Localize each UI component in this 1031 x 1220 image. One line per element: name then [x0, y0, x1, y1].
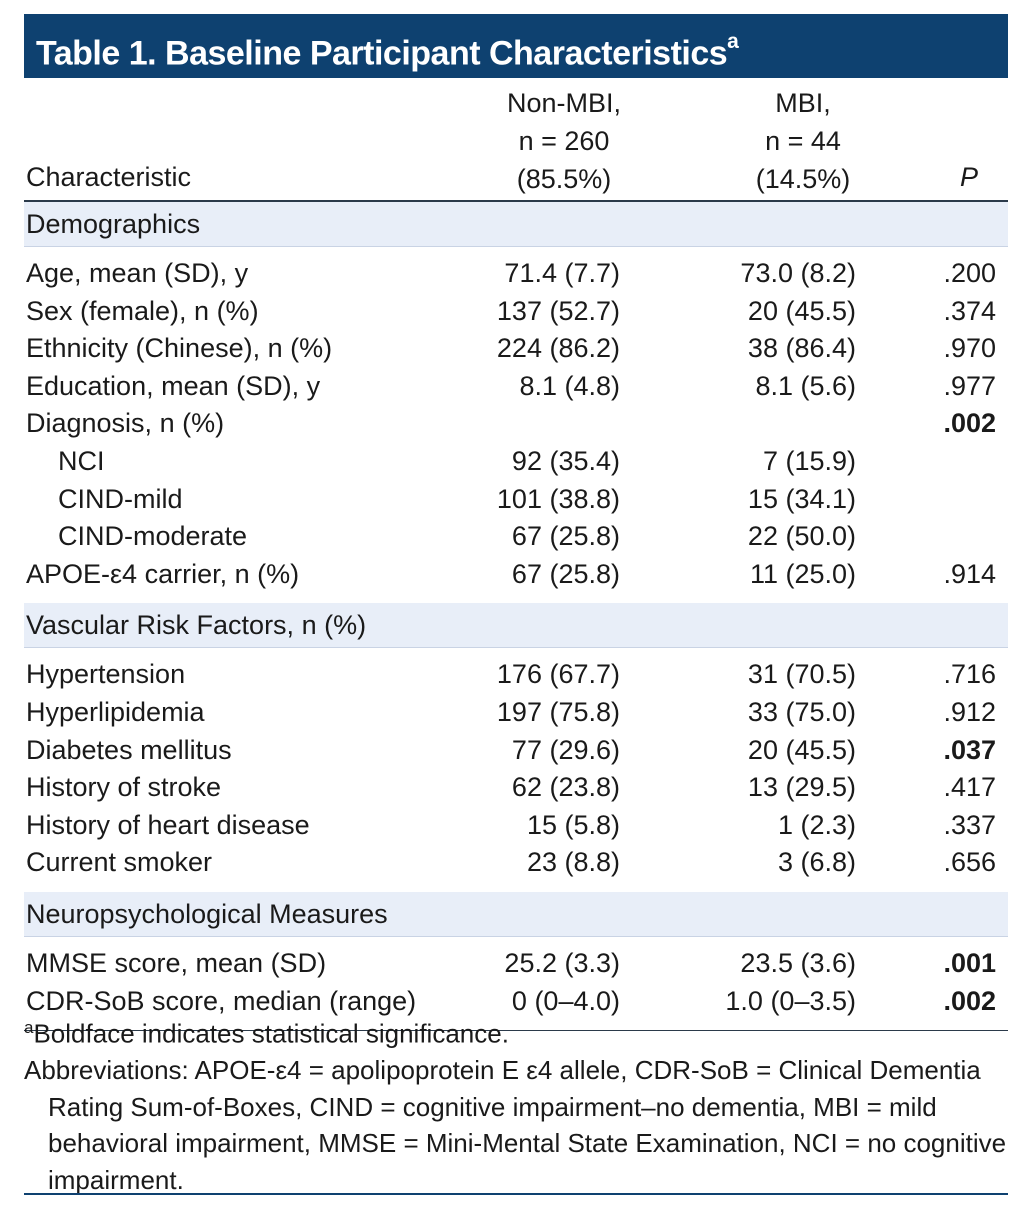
p-value: .716	[943, 659, 996, 690]
section-rows	[24, 648, 1008, 892]
row-label: History of heart disease	[26, 809, 310, 840]
mbi-value: 15 (34.1)	[747, 483, 856, 514]
mbi-value: 1.0 (0–3.5)	[725, 985, 856, 1016]
non-mbi-value: 176 (67.7)	[496, 659, 620, 690]
table-header	[24, 84, 1008, 200]
p-value: .337	[943, 809, 996, 840]
p-value: .002	[943, 985, 996, 1016]
row-label: MMSE score, mean (SD)	[26, 947, 327, 978]
row-label: Current smoker	[26, 847, 213, 878]
non-mbi-value: 25.2 (3.3)	[504, 947, 620, 978]
table-row	[24, 518, 1008, 556]
row-label: NCI	[58, 445, 105, 476]
row-label: Hyperlipidemia	[26, 696, 205, 727]
non-mbi-value: 15 (5.8)	[526, 809, 620, 840]
mbi-value: 31 (70.5)	[747, 659, 856, 690]
p-value: .914	[943, 558, 996, 589]
table-title-text: Table 1. Baseline Participant Characteristics	[36, 34, 728, 73]
row-label: History of stroke	[26, 772, 222, 803]
mbi-value: 22 (50.0)	[747, 521, 856, 552]
p-value: .001	[943, 947, 996, 978]
footnote-a	[24, 1010, 1008, 1052]
mbi-value: 8.1 (5.6)	[755, 370, 856, 401]
header-non-mbi-line: (85.5%)	[516, 164, 612, 194]
p-value: .037	[943, 734, 996, 765]
header-mbi-line: MBI,	[775, 88, 831, 118]
table-row	[24, 330, 1008, 368]
non-mbi-value: 224 (86.2)	[496, 333, 620, 364]
row-label: CIND-moderate	[58, 521, 248, 552]
header-mbi-line: (14.5%)	[755, 164, 851, 194]
mbi-value: 13 (29.5)	[747, 772, 856, 803]
p-value: .977	[943, 370, 996, 401]
row-label: Diabetes mellitus	[26, 734, 232, 765]
header-mbi-line: n = 44	[765, 126, 841, 156]
footnote-a-marker: a	[24, 1018, 34, 1037]
row-label: Hypertension	[26, 659, 186, 690]
header-non-mbi-line: Non-MBI,	[506, 88, 622, 118]
table-row	[24, 732, 1008, 770]
header-non-mbi	[459, 84, 669, 198]
non-mbi-value: 77 (29.6)	[511, 734, 620, 765]
table-row	[24, 443, 1008, 481]
row-label: CDR-SoB score, median (range)	[26, 985, 417, 1016]
mbi-value: 38 (86.4)	[747, 333, 856, 364]
header-p-value: P	[959, 162, 978, 192]
footnote-a-text: Boldface indicates statistical significance.	[33, 1018, 509, 1049]
non-mbi-value: 0 (0–4.0)	[511, 985, 620, 1016]
non-mbi-value: 67 (25.8)	[511, 558, 620, 589]
non-mbi-value: 8.1 (4.8)	[519, 370, 620, 401]
table-row	[24, 556, 1008, 594]
p-value: .970	[943, 333, 996, 364]
footnote-abbreviations: Abbreviations: APOE-ε4 = apolipoprotein E ε4 allele, CDR-SoB = Clinical Dementia Rating Sum-of-Boxes, CIND = cognitive impairment–no dementia, MBI = mild behavioral impairment, MMSE = Mini-Mental State Examination, NCI = no cognitive impairment.	[24, 1055, 1007, 1195]
table-row	[24, 769, 1008, 807]
row-label: Diagnosis, n (%)	[26, 408, 225, 439]
mbi-value: 20 (45.5)	[747, 295, 856, 326]
mbi-value: 73.0 (8.2)	[740, 258, 856, 288]
characteristics-table	[24, 84, 1008, 1031]
row-label: Education, mean (SD), y	[26, 370, 321, 401]
non-mbi-value: 23 (8.8)	[526, 847, 620, 878]
p-value: .200	[943, 258, 996, 288]
non-mbi-value: 197 (75.8)	[496, 696, 620, 727]
mbi-value: 3 (6.8)	[777, 847, 856, 878]
mbi-value: 11 (25.0)	[749, 558, 856, 589]
row-label: Sex (female), n (%)	[26, 295, 259, 326]
table-row	[24, 844, 1008, 882]
end-rule	[24, 1193, 1008, 1195]
row-label: Age, mean (SD), y	[26, 258, 249, 288]
title-footnote-marker: a	[727, 30, 739, 53]
table-row	[24, 694, 1008, 732]
mbi-value: 20 (45.5)	[747, 734, 856, 765]
non-mbi-value: 137 (52.7)	[496, 295, 620, 326]
section-header: Vascular Risk Factors, n (%)	[24, 603, 1008, 648]
mbi-value: 1 (2.3)	[777, 809, 856, 840]
non-mbi-value: 71.4 (7.7)	[504, 258, 620, 288]
non-mbi-value: 62 (23.8)	[511, 772, 620, 803]
mbi-value: 23.5 (3.6)	[740, 947, 856, 978]
row-label: Ethnicity (Chinese), n (%)	[26, 333, 333, 364]
p-value: .002	[943, 408, 996, 439]
table-body	[24, 202, 1008, 1030]
header-characteristic: Characteristic	[26, 162, 192, 192]
mbi-value: 33 (75.0)	[747, 696, 856, 727]
table-row	[24, 368, 1008, 406]
table-row	[24, 293, 1008, 331]
section-rows	[24, 247, 1008, 603]
table-row	[24, 656, 1008, 694]
table-row	[24, 807, 1008, 845]
row-label: CIND-mild	[58, 483, 183, 514]
p-value: .656	[943, 847, 996, 878]
table-row	[24, 405, 1008, 443]
non-mbi-value: 67 (25.8)	[511, 521, 620, 552]
non-mbi-value: 92 (35.4)	[511, 445, 620, 476]
section-header: Neuropsychological Measures	[24, 892, 1008, 937]
header-mbi	[708, 84, 898, 198]
table-footnotes	[24, 1010, 1008, 1198]
non-mbi-value: 101 (38.8)	[496, 483, 620, 514]
table-row	[24, 481, 1008, 519]
table-row	[24, 255, 1008, 293]
mbi-value: 7 (15.9)	[762, 445, 856, 476]
p-value: .912	[943, 696, 996, 727]
table-row	[24, 945, 1008, 983]
p-value: .374	[943, 295, 996, 326]
row-label: APOE-ε4 carrier, n (%)	[26, 558, 300, 589]
p-value: .417	[943, 772, 996, 803]
section-header: Demographics	[24, 202, 1008, 247]
table-title	[24, 14, 1008, 78]
header-non-mbi-line: n = 260	[518, 126, 610, 156]
